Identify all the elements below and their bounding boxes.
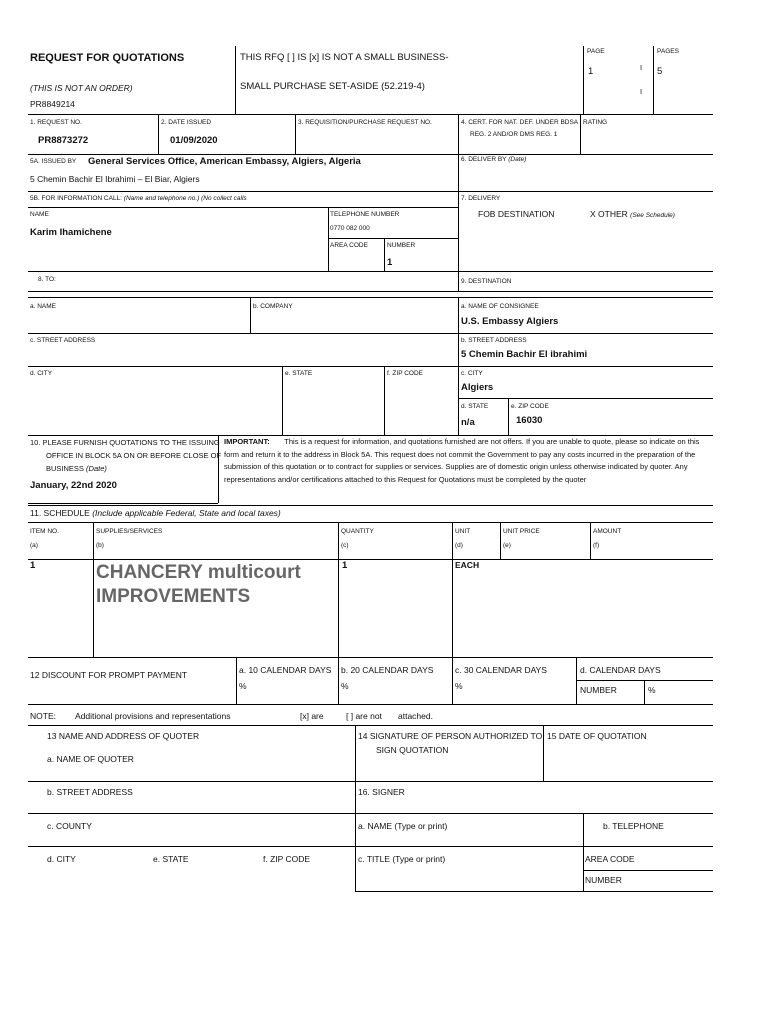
pr-number: PR8849214 [30,99,75,109]
note-text: Additional provisions and representations [75,711,231,721]
consignee-label: a. NAME OF CONSIGNEE [461,303,539,310]
number-label: NUMBER [387,242,416,249]
col-amount: AMOUNT [593,528,622,535]
quoter-street-label: b. STREET ADDRESS [47,787,133,797]
col-item-no-sub: (a) [30,542,38,549]
dest-zip-value: 16030 [516,415,543,426]
requisition-label: 3. REQUISITION/PURCHASE REQUEST NO. [298,119,432,126]
number-value: 1 [387,257,393,268]
fob-destination: FOB DESTINATION [478,209,555,219]
dest-street-label: b. STREET ADDRESS [461,337,527,344]
note-label: NOTE: [30,711,56,721]
discount-10-days: a. 10 CALENDAR DAYS [239,665,332,675]
important-notice: IMPORTANT: This is a request for information, and quotations furnished are not offers. If you are unable to quote, please so indicate on this form and return it to the address in Block 5A. This request does not commit the Government to pay any costs incurred in the preparation of the submission of this quotation or to contract for supplies or services. Supplies are of domestic origin unless otherwise indicated by quoter. Any representations and/or certifications attached to this Request for Quotations must be completed by the quoter [224,437,700,484]
col-supplies-sub: (b) [96,542,104,549]
col-supplies: SUPPLIES/SERVICES [96,528,163,535]
quote-due-date: January, 22nd 2020 [30,480,117,491]
telephone-value: 0770 082 000 [330,225,370,232]
cert-label-line1: 4. CERT. FOR NAT. DEF. UNDER BDSA [461,119,579,126]
signature-label-line1: 14 SIGNATURE OF PERSON AUTHORIZED TO [358,731,543,741]
col-unit-price: UNIT PRICE [503,528,540,535]
col-unit-price-sub: (e) [503,542,511,549]
consignee-value: U.S. Embassy Algiers [461,316,559,327]
block10-line2: OFFICE IN BLOCK 5A ON OR BEFORE CLOSE OF [46,451,222,460]
schedule-label: 11. SCHEDULE (Include applicable Federal, State and local taxes) [30,508,281,518]
quotation-date-label: 15 DATE OF QUOTATION [547,731,647,741]
date-issued-label: 2. DATE ISSUED [161,119,212,126]
col-quantity-sub: (c) [341,542,349,549]
contact-name-label: NAME [30,211,49,218]
to-name-label: a. NAME [30,303,57,310]
to-company-label: b. COMPANY [253,303,293,310]
contact-name-value: Karim Ihamichene [30,227,112,238]
signer-area-code-label: AREA CODE [585,854,635,864]
row-supplies: CHANCERY multicourt IMPROVEMENTS [96,562,301,608]
rfq-set-aside-line2: SMALL PURCHASE SET-ASIDE (52.219-4) [240,81,425,92]
signature-label-line2: SIGN QUOTATION [376,745,449,755]
area-code-label: AREA CODE [330,242,368,249]
signer-name-label: a. NAME (Type or print) [358,821,448,831]
to-city-label: d. CITY [30,370,53,377]
request-no-value: PR8873272 [38,135,89,146]
discount-30-days: c. 30 CALENDAR DAYS [455,665,547,675]
discount-20-pct: % [341,681,349,691]
issued-by-value-line1: General Services Office, American Embassy, Algiers, Algeria [88,156,361,167]
dest-city-label: c. CITY [461,370,483,377]
page-separator-2: I [640,87,643,96]
signer-label: 16. SIGNER [358,787,405,797]
note-are: [x] are [300,711,324,721]
page-separator: I [640,63,643,72]
block10-line3: BUSINESS (Date) [46,464,107,473]
row-unit: EACH [455,560,480,570]
discount-custom-days: d. CALENDAR DAYS [580,665,661,675]
info-call-label: 5B. FOR INFORMATION CALL: (Name and telephone no.) (No collect calls [30,195,247,202]
discount-custom-pct: % [648,685,656,695]
form-title: REQUEST FOR QUOTATIONS [30,52,185,64]
issued-by-value-line2: 5 Chemin Bachir El Ibrahimi – El Biar, Algiers [30,174,200,184]
pages-label: PAGES [657,48,679,55]
dest-state-value: n/a [461,417,475,428]
pages-value: 5 [657,66,663,77]
col-unit-sub: (d) [455,542,463,549]
quoter-name-label: a. NAME OF QUOTER [47,754,134,764]
delivery-label: 7. DELIVERY [461,195,501,202]
discount-20-days: b. 20 CALENDAR DAYS [341,665,434,675]
signer-title-label: c. TITLE (Type or print) [358,854,446,864]
dest-zip-label: e. ZIP CODE [511,403,549,410]
dest-city-value: Algiers [461,382,494,393]
quoter-state-label: e. STATE [153,854,189,864]
rfq-set-aside-line1: THIS RFQ [ ] IS [x] IS NOT A SMALL BUSINESS- [240,52,449,63]
block10-line1: 10. PLEASE FURNISH QUOTATIONS TO THE ISSUING [30,438,220,447]
col-amount-sub: (f) [593,542,600,549]
telephone-label: TELEPHONE NUMBER [330,211,400,218]
rating-label: RATING [583,119,608,126]
col-quantity: QUANTITY [341,528,374,535]
signer-number-label: NUMBER [585,875,622,885]
dest-street-value: 5 Chemin Bachir El ibrahimi [461,349,588,360]
discount-number-label: NUMBER [580,685,617,695]
not-order-note: (THIS IS NOT AN ORDER) [30,83,133,93]
quoter-label: 13 NAME AND ADDRESS OF QUOTER [47,731,200,741]
quoter-county-label: c. COUNTY [47,821,92,831]
signer-telephone-label: b. TELEPHONE [603,821,664,831]
dest-state-label: d. STATE [461,403,489,410]
to-state-label: e. STATE [285,370,313,377]
to-label: 8. TO: [38,276,56,283]
row-item-no: 1 [30,560,36,571]
row-quantity: 1 [342,560,348,571]
quoter-zip-label: f. ZIP CODE [263,854,311,864]
quoter-city-label: d. CITY [47,854,76,864]
col-item-no: ITEM NO. [30,528,59,535]
to-street-label: c. STREET ADDRESS [30,337,96,344]
cert-label-line2: REG. 2 AND/OR DMS REG. 1 [470,131,558,138]
date-issued-value: 01/09/2020 [170,135,218,146]
other-delivery: X OTHER (See Schedule) [590,209,675,219]
col-unit: UNIT [455,528,471,535]
discount-10-pct: % [239,681,247,691]
discount-30-pct: % [455,681,463,691]
deliver-by-label: 6. DELIVER BY (Date) [461,156,527,163]
destination-label: 9. DESTINATION [461,278,512,285]
page-value: 1 [588,66,594,77]
discount-label: 12 DISCOUNT FOR PROMPT PAYMENT [30,670,188,680]
page-label: PAGE [587,48,605,55]
note-attached: attached. [398,711,433,721]
request-no-label: 1. REQUEST NO. [30,119,82,126]
issued-by-label: 5A. ISSUED BY [30,158,77,165]
note-are-not: [ ] are not [346,711,382,721]
to-zip-label: f. ZIP CODE [387,370,423,377]
